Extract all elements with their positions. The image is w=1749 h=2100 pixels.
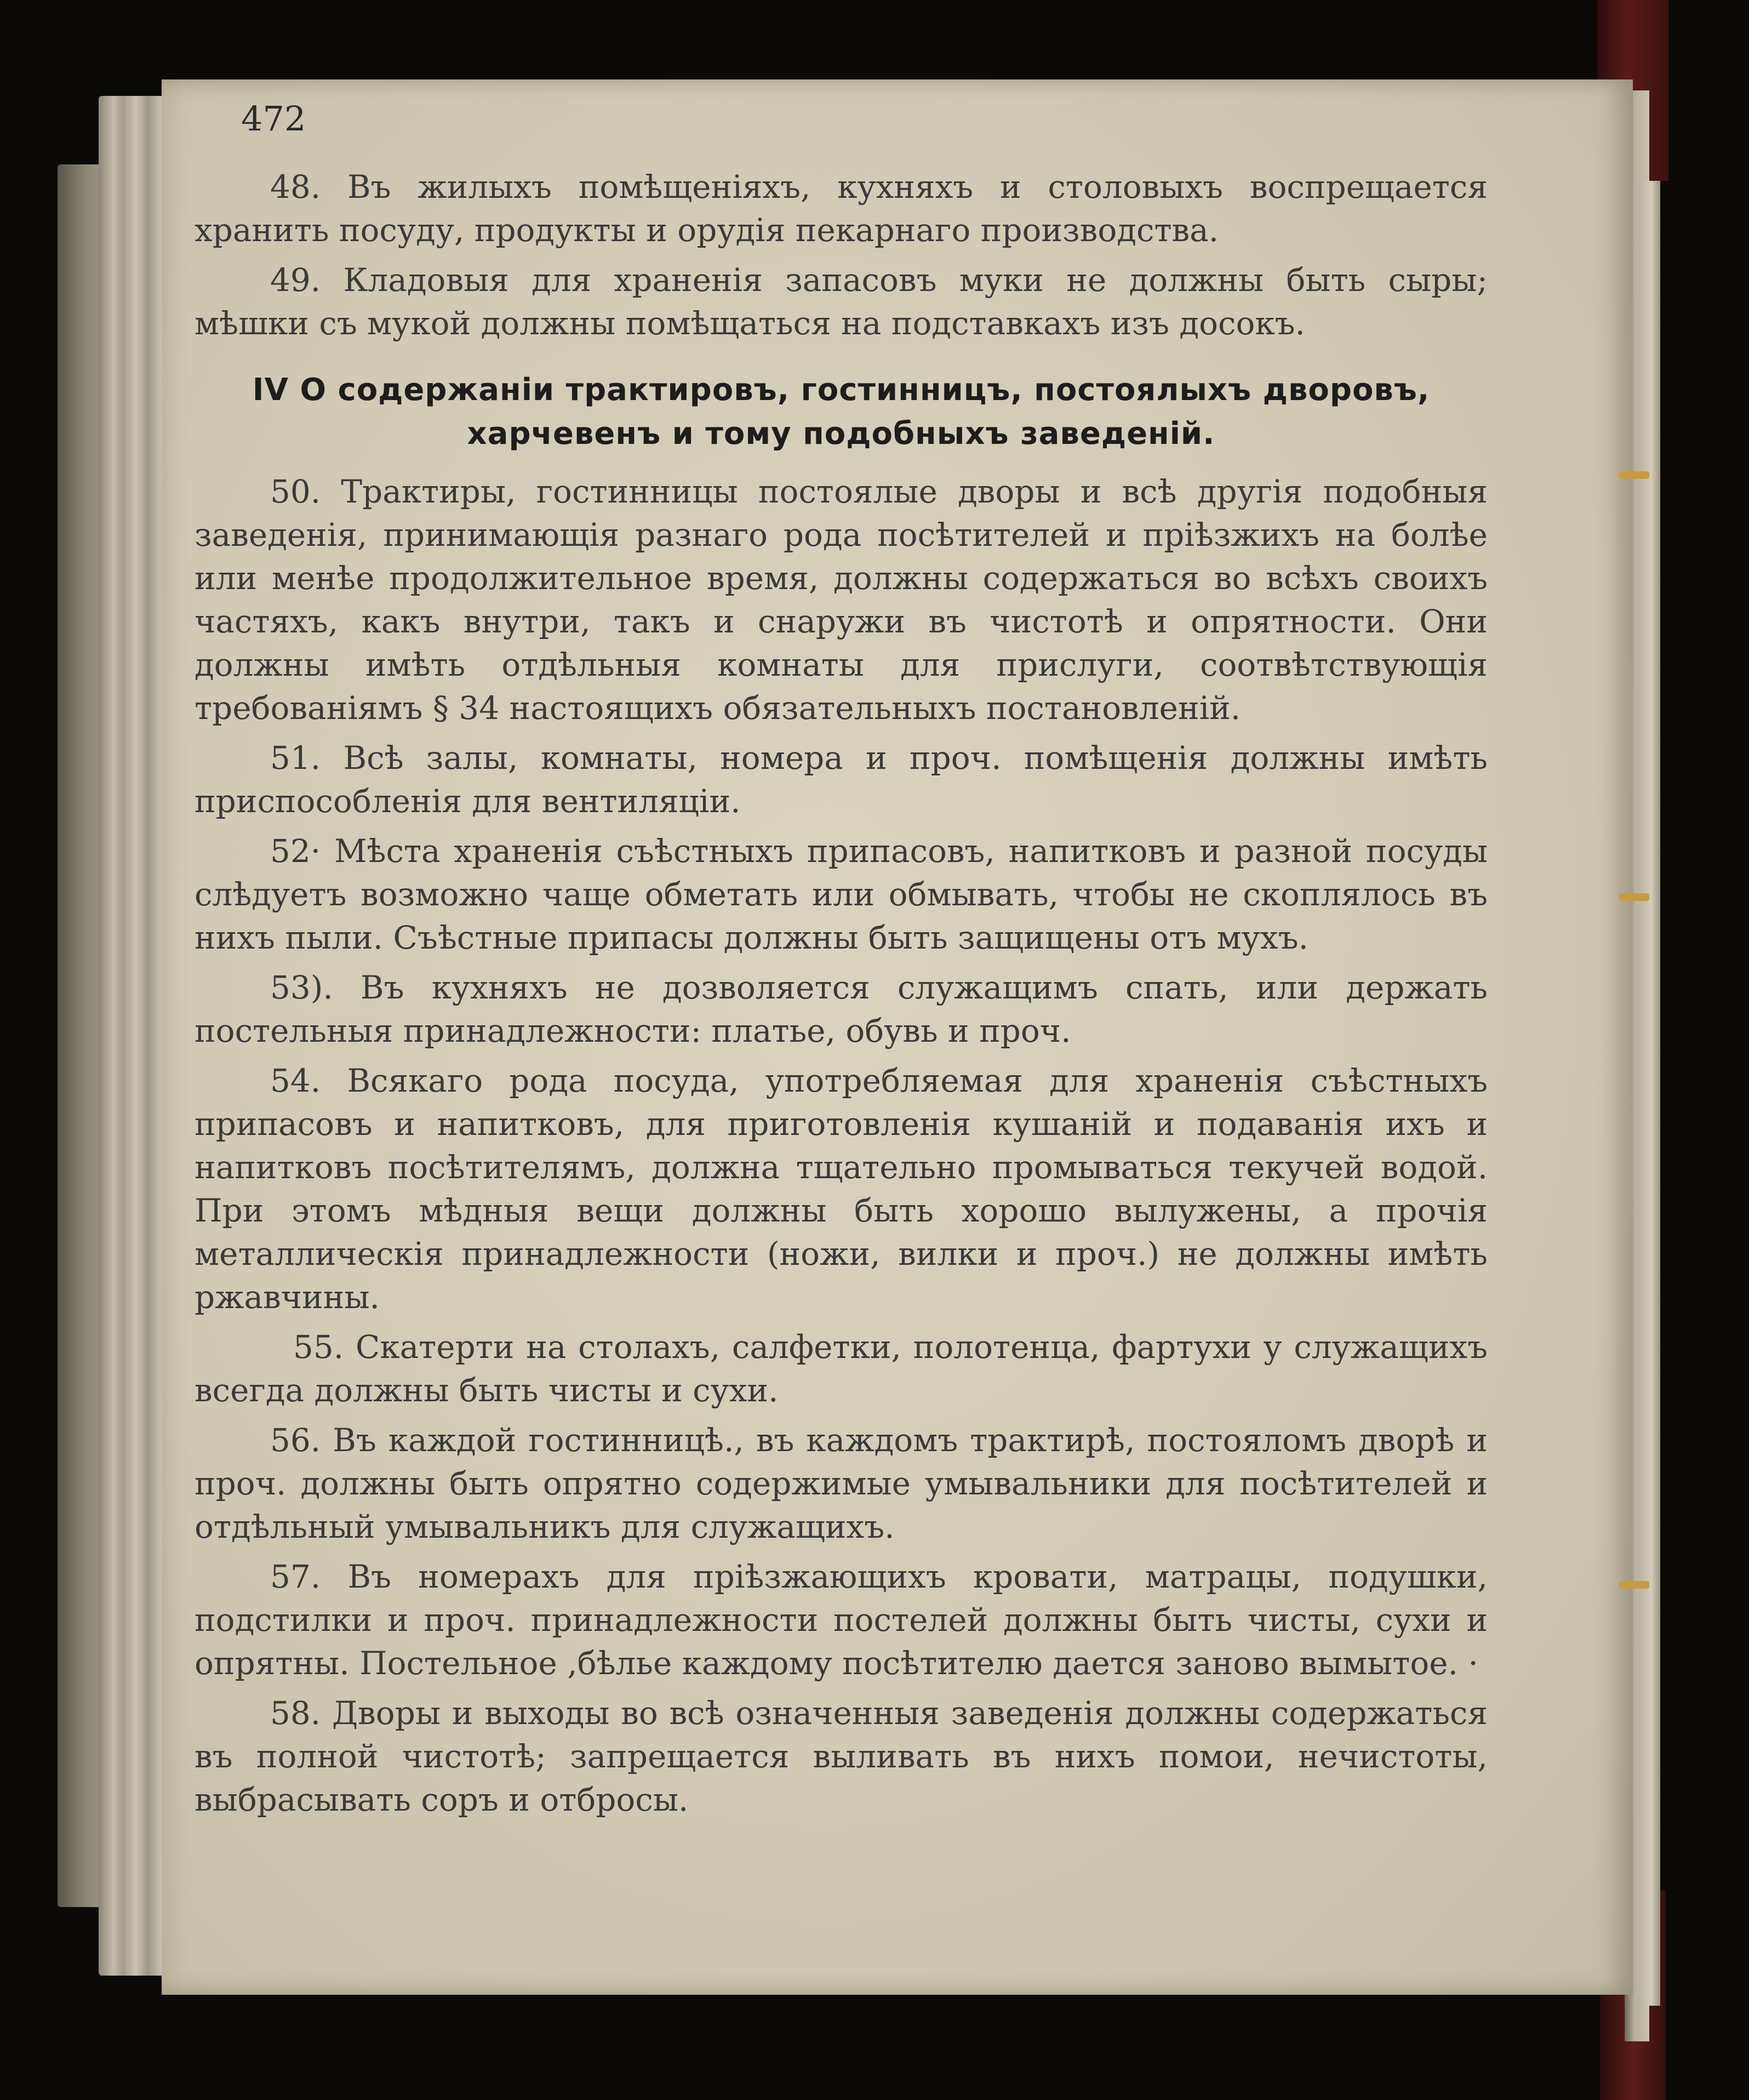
facing-page-edge-2 [1638,181,1660,2006]
page-number: 472 [241,99,306,139]
paragraph-58: 58. Дворы и выходы во всѣ означенныя заведенія должны содержаться въ полной чистотѣ; запрещается выливать въ нихъ помои, нечистоты, выбрасывать соръ и отбросы. [195,1694,1488,1818]
paragraph-56: 56. Въ каждой гостинницѣ., въ каждомъ трактирѣ, постояломъ дворѣ и проч. должны быть опрятно содержимые умывальники для посѣтителей и отдѣльный умывальникъ для служащихъ. [195,1422,1488,1545]
paragraph-50: 50. Трактиры, гостинницы постоялые дворы и всѣ другія подобныя заведенія, принимающія разнаго рода посѣтителей и пріѣзжихъ на болѣе или менѣе продолжительное время, должны содержаться во всѣхъ своихъ частяхъ, какъ внутри, такъ и снаружи въ чистотѣ и опрятности. Они должны имѣть отдѣльныя комнаты для прислуги, соотвѣтствующія требованіямъ § 34 настоящихъ обязательныхъ постановленій. [195,473,1488,727]
paragraph-48: 48. Въ жилыхъ помѣщеніяхъ, кухняхъ и столовыхъ воспрещается хранить посуду, продукты и орудія пекарнаго производства. [195,168,1488,249]
paragraph-54: 54. Всякаго рода посуда, употребляемая для храненія съѣстныхъ припасовъ и напитковъ, для приготовленія кушаній и подаванія ихъ и напитковъ посѣтителямъ, должна тщательно промываться текучей водой. При этомъ мѣдныя вещи должны быть хорошо вылужены, а прочія металлическія принадлежности (ножи, вилки и проч.) не должны имѣть ржавчины. [195,1062,1488,1316]
paragraph-51: 51. Всѣ залы, комнаты, номера и проч. помѣщенія должны имѣть приспособленія для вентиляціи. [195,739,1488,820]
binding-stitch [1619,471,1649,479]
paragraph-52: 52· Мѣста храненія съѣстныхъ припасовъ, напитковъ и разной посуды слѣдуетъ возможно чаще обметать или обмывать, чтобы не скоплялось въ нихъ пыли. Съѣстные припасы должны быть защищены отъ мухъ. [195,832,1488,956]
page-text [195,99,1488,1828]
paragraph-55: 55. Скатерти на столахъ, салфетки, полотенца, фартухи у служащихъ всегда должны быть чисты и сухи. [195,1328,1488,1409]
paragraph-49: 49. Кладовыя для храненія запасовъ муки не должны быть сыры; мѣшки съ мукой должны помѣщаться на подставкахъ изъ досокъ. [195,261,1488,342]
paragraph-57: 57. Въ номерахъ для пріѣзжающихъ кровати, матрацы, подушки, подстилки и проч. принадлежности постелей должны быть чисты, сухи и опрятны. Постельное ,бѣлье каждому посѣтителю дается заново вымытое. · [195,1558,1488,1682]
paragraph-53: 53). Въ кухняхъ не дозволяется служащимъ спать, или держать постельныя принадлежности: платье, обувь и проч. [195,969,1488,1049]
binding-stitch [1619,1581,1649,1589]
binding-stitch [1619,893,1649,901]
section-heading: IV О содержаніи трактировъ, гостинницъ, постоялыхъ дворовъ, харчевенъ и тому подобныхъ заведеній. [252,372,1430,452]
